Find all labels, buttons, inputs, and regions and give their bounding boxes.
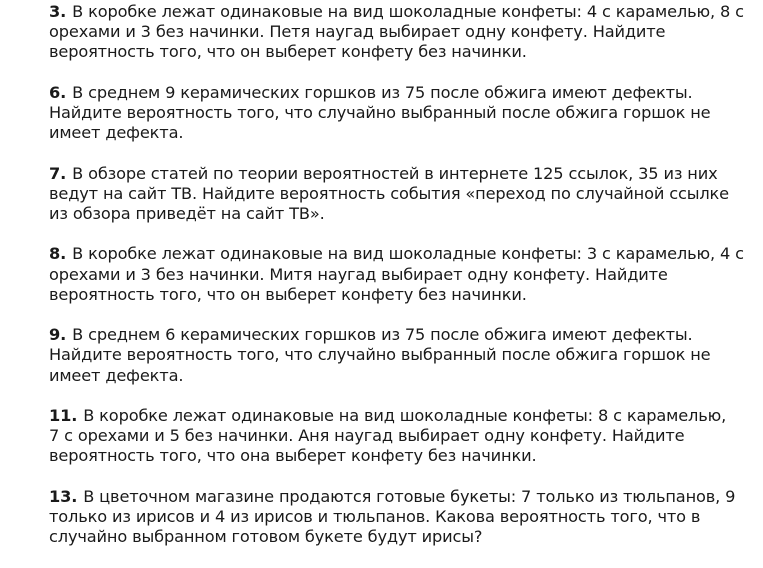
problem-text: В цветочном магазине продаются готовые букеты: 7 только из тюльпанов, 9: [83, 486, 736, 506]
problem-number: 13.: [49, 486, 78, 506]
problem-text: В среднем 6 керамических горшков из 75 после обжига имеют дефекты.: [72, 325, 693, 345]
problem-11: [49, 406, 749, 467]
problem-line: из обзора приведёт на сайт ТВ».: [49, 204, 325, 223]
problem-6: [49, 83, 749, 144]
problem-line: случайно выбранном готовом букете будут ирисы?: [49, 527, 483, 547]
problem-number: 11.: [49, 405, 78, 425]
problem-3: [49, 2, 749, 63]
problem-line: [49, 164, 749, 184]
problem-13: [49, 487, 749, 548]
problem-text: В коробке лежат одинаковые на вид шоколадные конфеты: 3 с карамелью, 4 с: [72, 244, 744, 264]
problem-line: ведут на сайт ТВ. Найдите вероятность события «переход по случайной ссылке: [49, 183, 729, 203]
problem-text: В среднем 9 керамических горшков из 75 после обжига имеют дефекты.: [72, 82, 693, 102]
problem-line: орехами и 3 без начинки. Петя наугад выбирает одну конфету. Найдите: [49, 22, 666, 42]
problem-text: В коробке лежат одинаковые на вид шоколадные конфеты: 8 с карамелью,: [83, 405, 727, 425]
problem-number: 8.: [49, 244, 67, 264]
problem-8: [49, 244, 749, 305]
problem-line: вероятность того, что она выберет конфету без начинки.: [49, 446, 537, 466]
problem-line: вероятность того, что он выберет конфету без начинки.: [49, 42, 527, 62]
problem-line: имеет дефекта.: [49, 365, 184, 385]
problem-text: В коробке лежат одинаковые на вид шоколадные конфеты: 4 с карамелью, 8 с: [72, 2, 744, 21]
problem-line: Найдите вероятность того, что случайно выбранный после обжига горшок не: [49, 345, 711, 365]
problem-line: [49, 244, 749, 264]
problem-line: 7 с орехами и 5 без начинки. Аня наугад выбирает одну конфету. Найдите: [49, 426, 685, 446]
problem-line: орехами и 3 без начинки. Митя наугад выбирает одну конфету. Найдите: [49, 264, 668, 284]
problem-7: [49, 164, 749, 225]
problem-number: 9.: [49, 325, 67, 345]
document-body: [49, 0, 749, 568]
problem-number: 3.: [49, 2, 67, 21]
problem-line: [49, 406, 749, 426]
problem-9: [49, 325, 749, 386]
problem-line: Найдите вероятность того, что случайно выбранный после обжига горшок не: [49, 103, 711, 122]
problem-line: только из ирисов и 4 из ирисов и тюльпанов. Какова вероятность того, что в: [49, 506, 701, 526]
problem-line: [49, 83, 749, 103]
problem-number: 6.: [49, 82, 67, 102]
problem-line: вероятность того, что он выберет конфету без начинки.: [49, 284, 527, 304]
problem-line: имеет дефекта.: [49, 123, 184, 143]
problem-line: [49, 2, 749, 22]
problem-line: [49, 487, 749, 507]
problem-line: [49, 325, 749, 345]
problem-number: 7.: [49, 163, 67, 183]
problem-text: В обзоре статей по теории вероятностей в интернете 125 ссылок, 35 из них: [72, 163, 718, 183]
